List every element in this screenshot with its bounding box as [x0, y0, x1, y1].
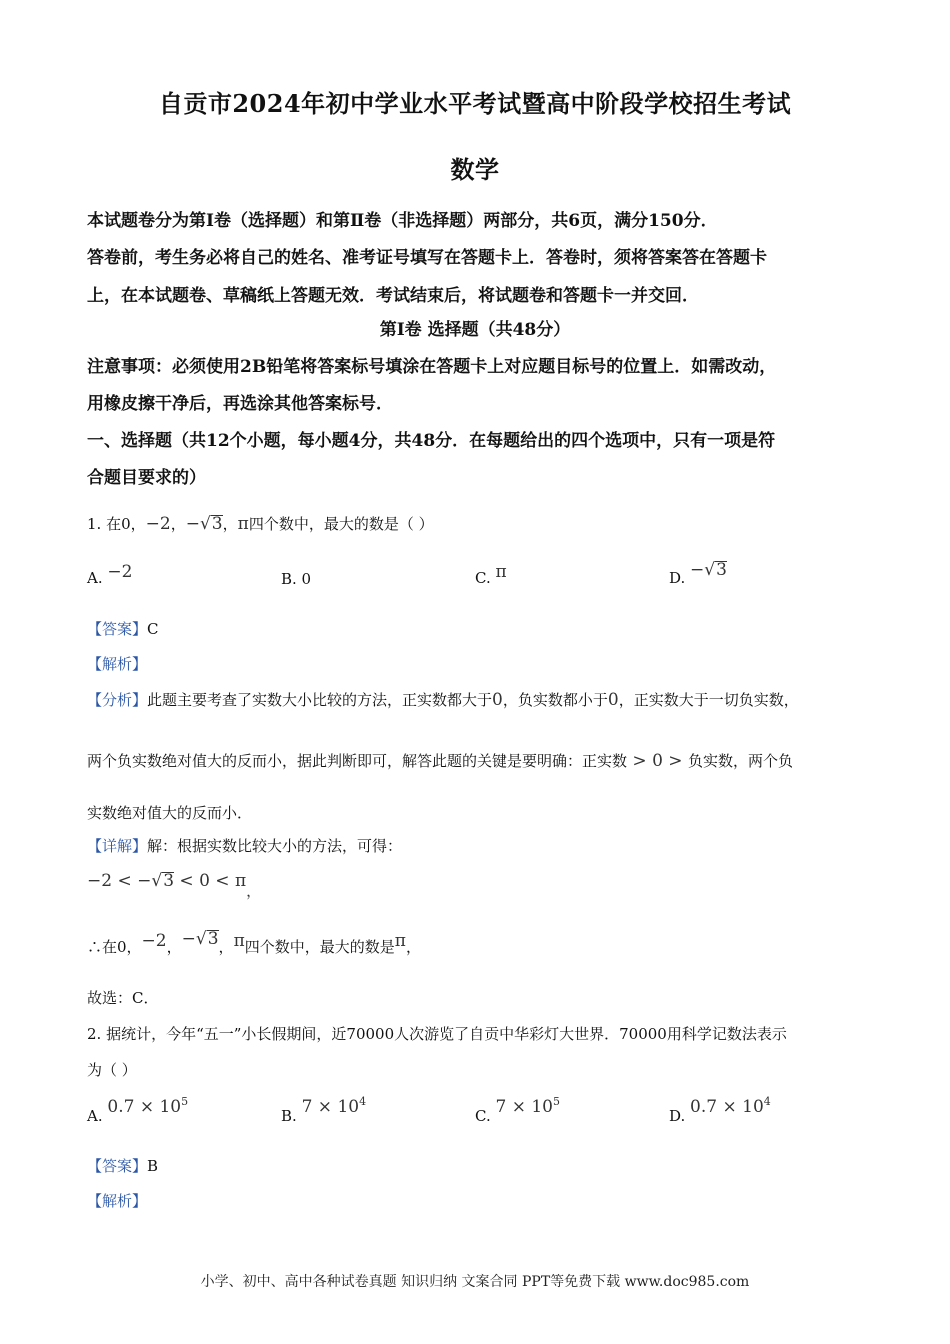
exam-title: 自贡市2024年初中学业水平考试暨高中阶段学校招生考试	[158, 89, 792, 118]
sqrt-symbol: √	[199, 514, 211, 534]
q1-xiangjie	[87, 835, 402, 856]
sep: ，	[166, 938, 182, 956]
q1-option-d	[669, 560, 727, 588]
answer-tag: 【答案】	[87, 620, 148, 638]
part1-line-2: 合题目要求的）	[87, 468, 206, 488]
sqrt-symbol: √	[195, 929, 207, 949]
sci-exponent: 4	[359, 1095, 367, 1108]
fenxi-text: ，负实数都小于	[502, 691, 608, 709]
fenxi-text: 负实数，两个负	[687, 752, 793, 770]
xiangjie-tag: 【详解】	[87, 837, 148, 855]
q1-choose: 故选：C．	[87, 989, 159, 1007]
sqrt-radicand: 3	[163, 871, 175, 891]
q1-stem	[87, 513, 434, 534]
q1-stem-post: 四个数中，最大的数是（ ）	[248, 515, 434, 533]
ineq-part: < 0 < π	[174, 871, 247, 891]
therefore-text: 四个数中，最大的数是	[244, 938, 395, 956]
q1-sep2: ，	[222, 515, 238, 533]
option-label: B.	[281, 1107, 297, 1125]
sqrt-symbol: √	[151, 871, 163, 891]
q2-stem-line-1: 2. 据统计，今年“五一”小长假期间，近70000人次游览了自贡中华彩灯大世界．70000用科学记数法表示	[87, 1025, 787, 1043]
answer-value: B	[147, 1157, 159, 1175]
q1-sep1: ，	[170, 515, 186, 533]
minus-sign: −	[690, 560, 705, 580]
sqrt-radicand: 3	[716, 560, 727, 580]
sci-exponent: 4	[763, 1095, 771, 1108]
q1-neg2: −2	[145, 514, 171, 534]
q2-option-a	[87, 1095, 189, 1126]
sqrt-radicand: 3	[207, 929, 219, 949]
option-label: D.	[669, 1107, 686, 1125]
q1-analysis-tag: 【解析】	[87, 655, 148, 673]
sci-base: 7 × 10	[301, 1097, 360, 1117]
fenxi-text: ，正实数大于一切负实数，	[618, 691, 799, 709]
q1-fenxi-line-1	[87, 689, 799, 710]
q2-stem-line-2: 为（ ）	[87, 1061, 137, 1079]
q2-answer	[87, 1155, 158, 1176]
math-zero: 0	[607, 690, 619, 710]
q1-option-c	[475, 562, 507, 588]
fenxi-tag: 【分析】	[87, 691, 148, 709]
sci-exponent: 5	[553, 1095, 560, 1108]
answer-value: C	[147, 620, 159, 638]
part1-line-1: 一、选择题（共12个小题，每小题4分，共48分．在每题给出的四个选项中，只有一项是符	[87, 431, 776, 451]
sci-exponent: 5	[181, 1095, 189, 1108]
ineq-part: −2 < −	[87, 871, 152, 891]
q1-therefore	[87, 929, 421, 957]
q1-answer	[87, 618, 159, 639]
option-label: C.	[475, 1107, 491, 1125]
option-value: −2	[107, 562, 133, 582]
option-label: D.	[669, 569, 686, 587]
sep: ，	[218, 938, 234, 956]
math-pi: π	[394, 931, 406, 951]
q1-fenxi-line-2	[87, 750, 793, 771]
therefore-text: ∴在0，	[87, 938, 142, 956]
notice-line-2: 用橡皮擦干净后，再选涂其他答案标号．	[87, 394, 393, 414]
option-label: C.	[475, 569, 491, 587]
footer-ad: 小学、初中、高中各种试卷真题 知识归纳 文案合同 PPT等免费下载 www.doc985.com	[200, 1274, 750, 1290]
math-neg2: −2	[141, 931, 167, 951]
sqrt-symbol: √	[704, 560, 716, 580]
option-value: π	[495, 562, 507, 582]
q1-inequality	[87, 870, 262, 900]
sep: ，	[405, 938, 421, 956]
q1-option-b: B. 0	[281, 570, 312, 588]
q2-option-b	[281, 1095, 367, 1126]
q1-option-a	[87, 562, 133, 588]
section-heading: 第Ⅰ卷 选择题（共48分）	[379, 320, 571, 340]
sci-base: 0.7 × 10	[107, 1097, 182, 1117]
minus-sign: −	[181, 929, 196, 949]
fenxi-text: 此题主要考查了实数大小比较的方法，正实数都大于	[147, 691, 493, 709]
math-pi: π	[233, 931, 245, 951]
q1-negsqrt-sign: −	[185, 514, 200, 534]
notice-line-1: 注意事项：必须使用2B铅笔将答案标号填涂在答题卡上对应题目标号的位置上．如需改动，	[87, 357, 777, 377]
math-inequality: > 0 >	[627, 751, 688, 771]
subject-title: 数学	[450, 155, 500, 184]
q1-pi: π	[237, 514, 249, 534]
q2-option-c	[475, 1095, 560, 1126]
q1-stem-pre: 1. 在0，	[87, 515, 146, 533]
option-label: A.	[87, 1107, 103, 1125]
q2-option-d	[669, 1095, 771, 1126]
q1-sqrt-num: 3	[211, 514, 223, 534]
intro-line-2: 答卷前，考生务必将自己的姓名、准考证号填写在答题卡上．答卷时，须将答案答在答题卡	[87, 248, 767, 268]
sci-base: 7 × 10	[495, 1097, 553, 1117]
math-zero: 0	[492, 690, 503, 710]
sci-base: 0.7 × 10	[690, 1097, 764, 1117]
comma: ，	[246, 882, 262, 900]
fenxi-text: 两个负实数绝对值大的反而小，据此判断即可，解答此题的关键是要明确：正实数	[87, 752, 628, 770]
intro-line-3: 上，在本试题卷、草稿纸上答题无效．考试结束后，将试题卷和答题卡一并交回．	[87, 286, 699, 306]
option-label: A.	[87, 569, 103, 587]
xiangjie-text: 解：根据实数比较大小的方法，可得：	[147, 837, 403, 855]
q2-analysis-tag: 【解析】	[87, 1192, 148, 1210]
intro-line-1: 本试题卷分为第Ⅰ卷（选择题）和第Ⅱ卷（非选择题）两部分，共6页，满分150分．	[87, 211, 718, 231]
answer-tag: 【答案】	[87, 1157, 148, 1175]
q1-fenxi-line-3: 实数绝对值大的反而小．	[87, 804, 253, 822]
